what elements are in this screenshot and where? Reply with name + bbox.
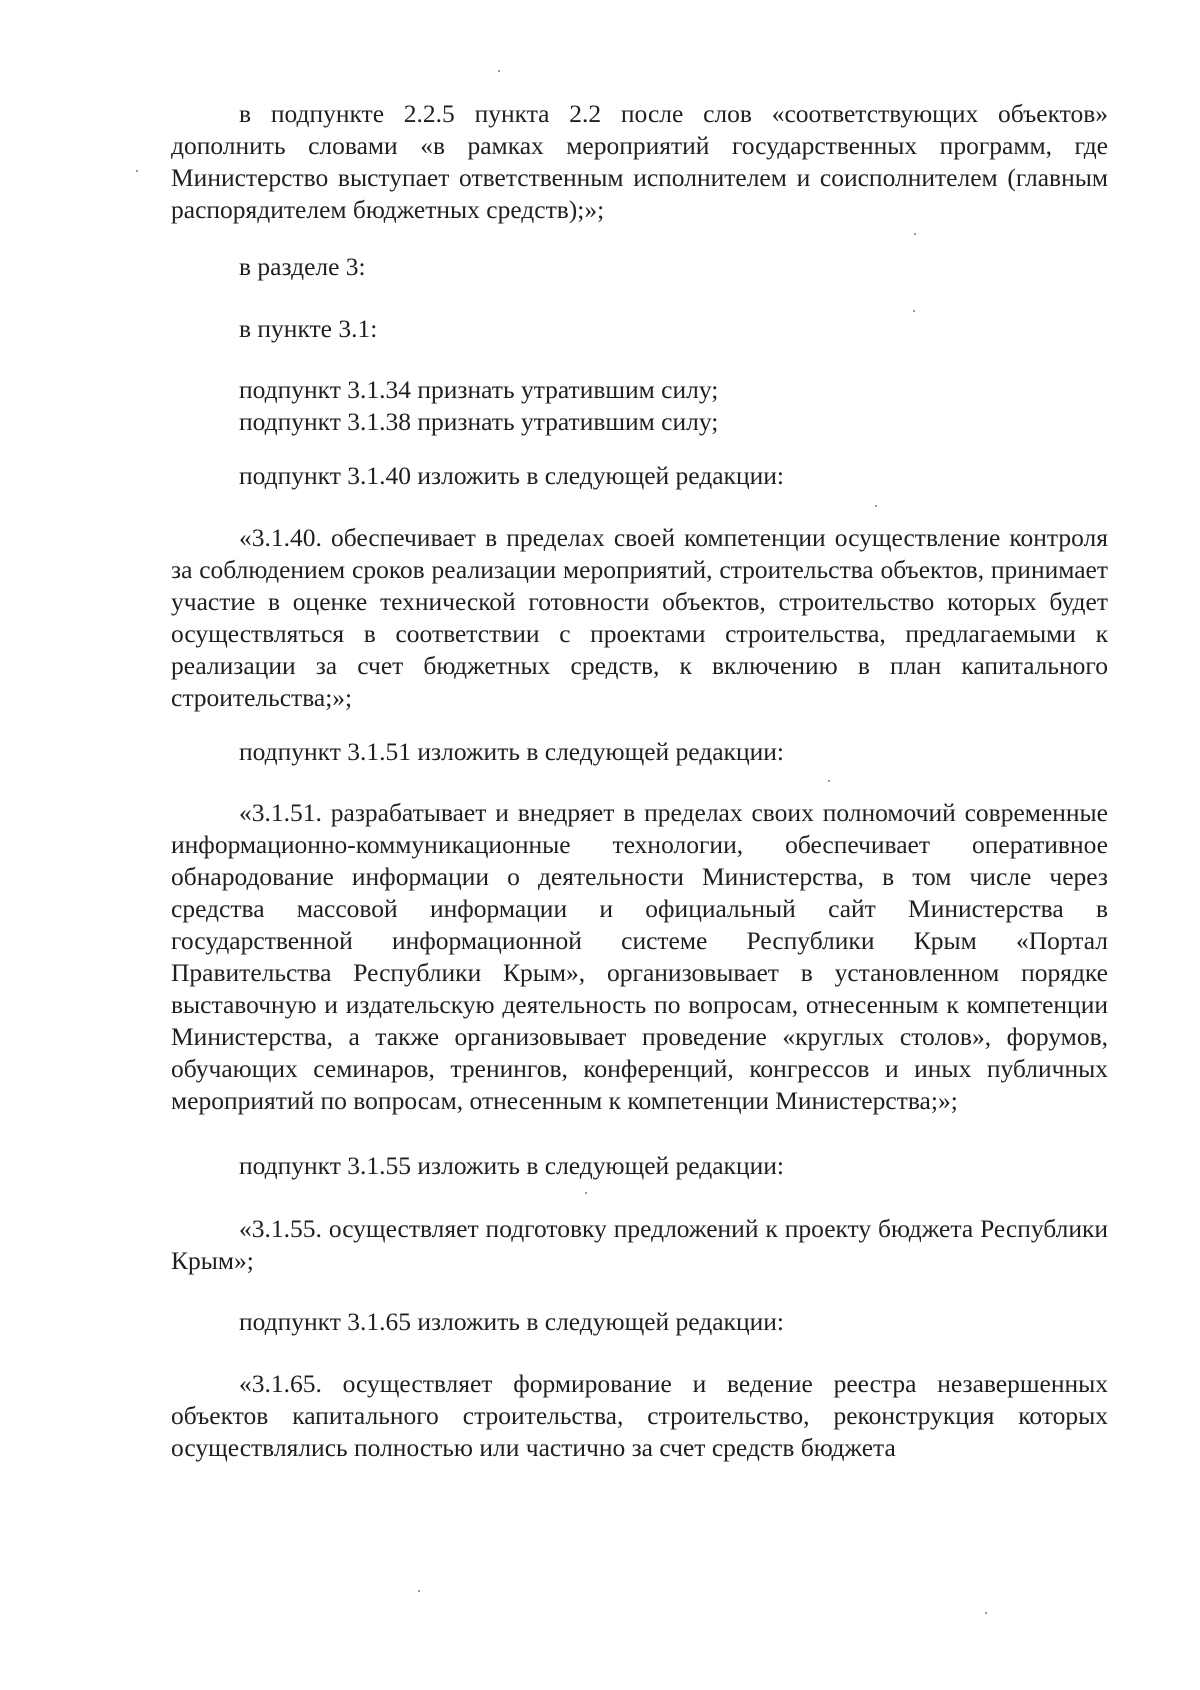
paragraph-repealed-subclauses	[171, 374, 1108, 438]
scan-speck	[913, 310, 915, 312]
scan-speck	[585, 1192, 587, 1194]
scan-speck	[136, 170, 138, 172]
scan-speck	[828, 780, 830, 782]
scan-speck	[498, 70, 500, 72]
paragraph-3-1-65-intro: подпункт 3.1.65 изложить в следующей редакции:	[239, 1307, 784, 1336]
subclause-3-1-38-line: подпункт 3.1.38 признать утратившим силу;	[239, 407, 719, 436]
scan-speck	[914, 233, 916, 235]
paragraph-section-3: в разделе 3:	[239, 252, 366, 281]
paragraph-3-1-40-intro: подпункт 3.1.40 изложить в следующей редакции:	[239, 461, 784, 490]
paragraph-3-1-65-text: «3.1.65. осуществляет формирование и ведение реестра незавершенных объектов капитального строительства, строительство, реконструкция которых осуществлялись полностью или частично за счет средств бюджета	[171, 1369, 1108, 1462]
paragraph-3-1-40-text: «3.1.40. обеспечивает в пределах своей компетенции осуществление контроля за соблюдением сроков реализации мероприятий, строительства объектов, принимает участие в оценке технической готовности объектов, строительство которых будет осуществляться в соответствии с проектами строительства, предлагаемыми к реализации за счет бюджетных средств, к включению в план капитального строительства;»;	[171, 523, 1108, 712]
scan-speck	[875, 505, 877, 507]
paragraph-3-1-51-intro: подпункт 3.1.51 изложить в следующей редакции:	[239, 737, 784, 766]
paragraph-3-1-51-text: «3.1.51. разрабатывает и внедряет в пределах своих полномочий современные информационно-коммуникационные технологии, обеспечивает оперативное обнародование информации о деятельности Министерства, в том числе через средства массовой информации и официальный сайт Министерства в государственной информационной системе Республики Крым «Портал Правительства Республики Крым», организовывает в установленном порядке выставочную и издательскую деятельность по вопросам, отнесенным к компетенции Министерства, а также организовывает проведение «круглых столов», форумов, обучающих семинаров, тренингов, конференций, конгрессов и иных публичных мероприятий по вопросам, отнесенным к компетенции Министерства;»;	[171, 798, 1108, 1115]
subclause-3-1-34-line: подпункт 3.1.34 признать утратившим силу;	[239, 375, 719, 404]
scan-speck	[985, 1612, 987, 1614]
paragraph-3-1-55-intro: подпункт 3.1.55 изложить в следующей редакции:	[239, 1151, 784, 1180]
paragraph-2-2-5-amendment: в подпункте 2.2.5 пункта 2.2 после слов «соответствующих объектов» дополнить словами «в рамках мероприятий государственных программ, где Министерство выступает ответственным исполнителем и соисполнителем (главным распорядителем бюджетных средств);»;	[171, 99, 1108, 224]
scan-speck	[418, 1590, 420, 1592]
paragraph-clause-3-1: в пункте 3.1:	[239, 314, 378, 343]
paragraph-3-1-55-text: «3.1.55. осуществляет подготовку предложений к проекту бюджета Республики Крым»;	[171, 1214, 1108, 1275]
